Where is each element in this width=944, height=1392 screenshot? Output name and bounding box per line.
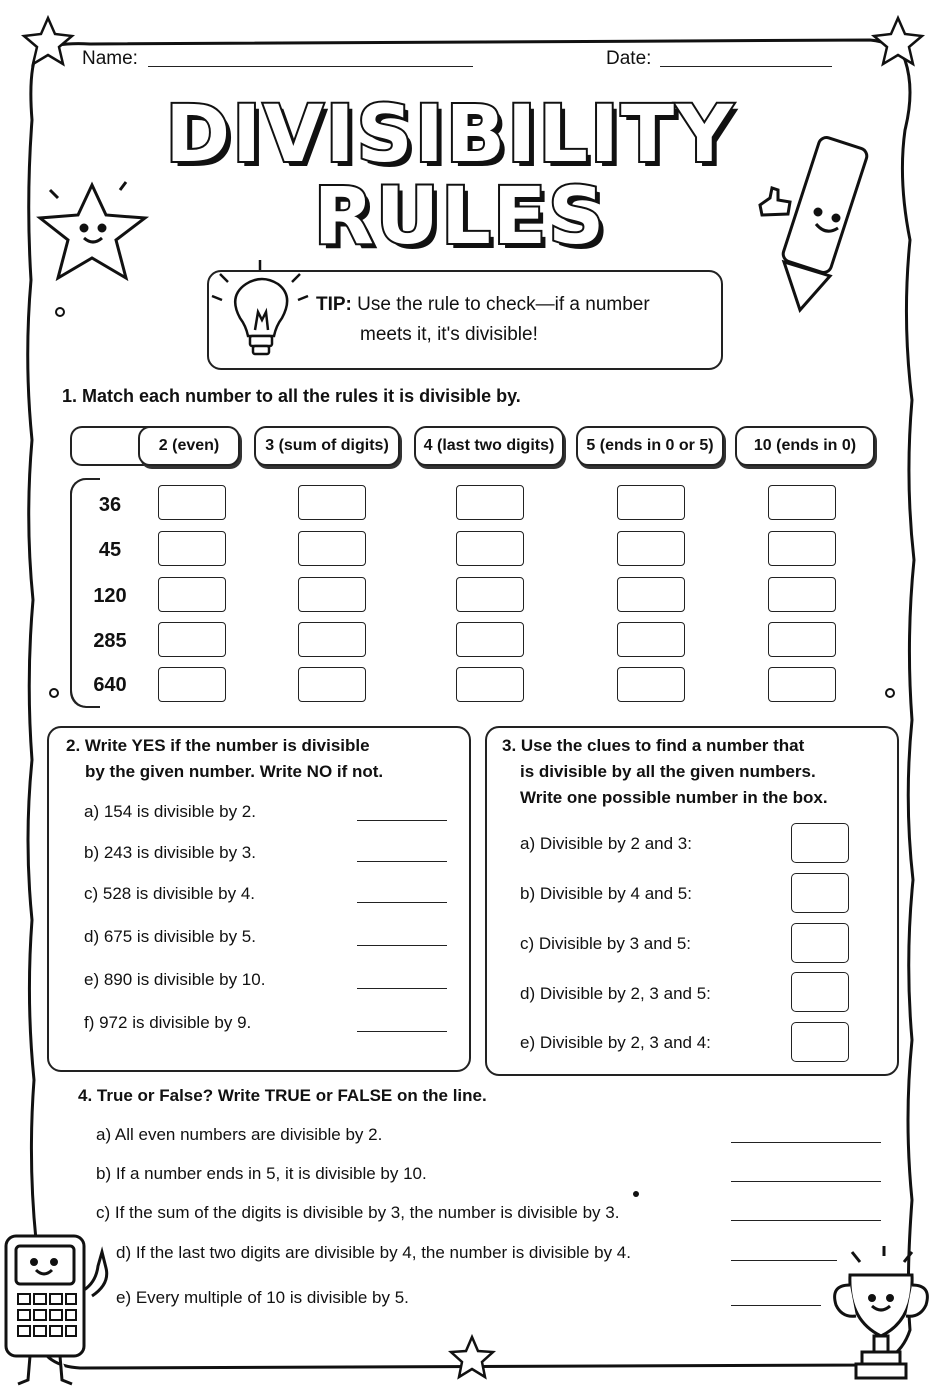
q1-cell[interactable]	[298, 577, 366, 612]
q1-cell[interactable]	[617, 622, 685, 657]
q1-cell[interactable]	[617, 577, 685, 612]
q1-row-label-640: 640	[93, 674, 127, 696]
q1-row-label-285: 285	[93, 630, 127, 652]
q1-cell[interactable]	[158, 622, 226, 657]
q2-item: e) 890 is divisible by 10.	[84, 970, 266, 989]
q1-cell[interactable]	[456, 531, 524, 566]
q2-item: f) 972 is divisible by 9.	[84, 1013, 252, 1032]
q3-item: d) Divisible by 2, 3 and 5:	[520, 984, 711, 1003]
q1-cell[interactable]	[768, 485, 836, 520]
name-field[interactable]	[148, 66, 473, 67]
q1-col-header-4: 4 (last two digits)	[414, 426, 564, 466]
q1-cell[interactable]	[768, 577, 836, 612]
q1-cell[interactable]	[456, 485, 524, 520]
star-icon-bottom-center	[451, 1337, 493, 1377]
q3-item: a) Divisible by 2 and 3:	[520, 834, 692, 853]
tip-text: Use the rule to check—if a number	[357, 294, 650, 315]
tip-label: TIP:	[316, 294, 352, 315]
q3-item: c) Divisible by 3 and 5:	[520, 934, 692, 953]
q3-title-line1: 3. Use the clues to find a number that	[502, 736, 805, 755]
star-icon-top-right	[874, 18, 922, 64]
q4-answer-line[interactable]	[731, 1220, 881, 1221]
q4-answer-line[interactable]	[731, 1181, 881, 1182]
q4-item: c) If the sum of the digits is divisible by 3, the number is divisible by 3.	[96, 1203, 620, 1222]
q2-item: c) 528 is divisible by 4.	[84, 884, 256, 903]
q2-title-line2: by the given number. Write NO if not.	[85, 762, 384, 781]
page-title-line2: RULES	[313, 172, 607, 262]
q4-answer-line[interactable]	[731, 1142, 881, 1143]
q1-cell[interactable]	[158, 531, 226, 566]
date-field[interactable]	[660, 66, 832, 67]
calculator-mascot-icon	[6, 1236, 107, 1384]
q4-answer-line[interactable]	[731, 1260, 837, 1261]
q2-answer-line[interactable]	[357, 820, 447, 821]
q1-cell[interactable]	[298, 622, 366, 657]
page-title-line1: DIVISIBILITY	[165, 90, 735, 180]
q3-item: b) Divisible by 4 and 5:	[520, 884, 692, 903]
q1-row-label-45: 45	[98, 539, 122, 561]
q1-cell[interactable]	[456, 667, 524, 702]
q3-answer-box[interactable]	[791, 873, 849, 913]
trophy-mascot-icon	[835, 1246, 928, 1378]
q1-col-header-5: 5 (ends in 0 or 5)	[576, 426, 724, 466]
q1-cell[interactable]	[456, 577, 524, 612]
q2-answer-line[interactable]	[357, 988, 447, 989]
q1-cell[interactable]	[617, 485, 685, 520]
q4-item: a) All even numbers are divisible by 2.	[96, 1125, 383, 1144]
star-icon-top-left	[24, 18, 72, 64]
q3-answer-box[interactable]	[791, 823, 849, 863]
q2-answer-line[interactable]	[357, 1031, 447, 1032]
q1-row-label-36: 36	[98, 494, 122, 516]
q1-cell[interactable]	[768, 622, 836, 657]
q3-answer-box[interactable]	[791, 1022, 849, 1062]
q1-title: 1. Match each number to all the rules it is divisible by.	[62, 386, 521, 406]
q1-cell[interactable]	[158, 485, 226, 520]
q2-item: b) 243 is divisible by 3.	[84, 843, 256, 862]
q2-answer-line[interactable]	[357, 861, 447, 862]
q3-answer-box[interactable]	[791, 923, 849, 963]
q1-cell[interactable]	[768, 531, 836, 566]
q3-answer-box[interactable]	[791, 972, 849, 1012]
q2-answer-line[interactable]	[357, 945, 447, 946]
q1-col-header-2: 2 (even)	[138, 426, 240, 466]
tip-text-line2: meets it, it's divisible!	[360, 324, 538, 345]
q4-item: d) If the last two digits are divisible by 4, the number is divisible by 4.	[116, 1243, 631, 1262]
q1-col-header-10: 10 (ends in 0)	[735, 426, 875, 466]
q2-item: a) 154 is divisible by 2.	[84, 802, 256, 821]
q1-cell[interactable]	[158, 667, 226, 702]
tip-box	[207, 270, 723, 370]
q1-col-header-3: 3 (sum of digits)	[254, 426, 400, 466]
q4-title: 4. True or False? Write TRUE or FALSE on the line.	[78, 1086, 487, 1105]
q1-cell[interactable]	[456, 622, 524, 657]
smiling-star-icon	[40, 182, 145, 278]
q3-item: e) Divisible by 2, 3 and 4:	[520, 1033, 711, 1052]
q3-title-line2: is divisible by all the given numbers.	[520, 762, 816, 781]
q1-cell[interactable]	[617, 531, 685, 566]
q2-item: d) 675 is divisible by 5.	[84, 927, 256, 946]
q2-title-line1: 2. Write YES if the number is divisible	[66, 736, 370, 755]
q1-cell[interactable]	[158, 577, 226, 612]
q3-title-line3: Write one possible number in the box.	[520, 788, 828, 807]
q1-cell[interactable]	[768, 667, 836, 702]
date-label: Date:	[606, 48, 652, 69]
q1-cell[interactable]	[617, 667, 685, 702]
q1-cell[interactable]	[298, 485, 366, 520]
tip-text-line1	[316, 294, 650, 316]
q1-cell[interactable]	[298, 531, 366, 566]
q4-item: e) Every multiple of 10 is divisible by 5.	[116, 1288, 409, 1307]
name-label: Name:	[82, 48, 138, 69]
q4-answer-line[interactable]	[731, 1305, 821, 1306]
q1-cell[interactable]	[298, 667, 366, 702]
q2-answer-line[interactable]	[357, 902, 447, 903]
q4-item: b) If a number ends in 5, it is divisible by 10.	[96, 1164, 427, 1183]
q1-row-label-120: 120	[93, 585, 127, 607]
